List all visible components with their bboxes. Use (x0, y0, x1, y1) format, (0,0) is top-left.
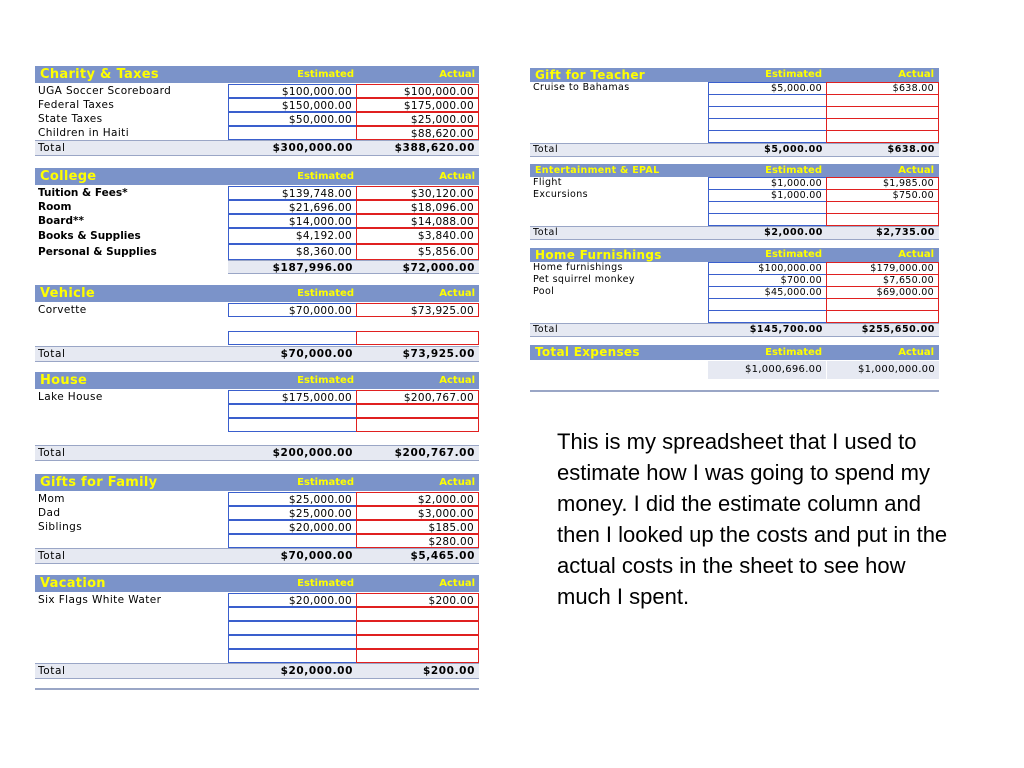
estimated-cell[interactable]: $25,000.00 (228, 492, 357, 506)
section-title: Entertainment & EPAL (535, 165, 660, 176)
vacation-header (35, 575, 479, 592)
total-label: Total (533, 227, 559, 238)
item-label: Pet squirrel monkey (533, 274, 635, 285)
actual-total: $638.00 (887, 144, 935, 155)
actual-heading: Actual (898, 165, 934, 176)
total-label: Total (38, 142, 66, 154)
entertainment-header (530, 164, 939, 177)
empty-actual-cell[interactable] (826, 130, 939, 143)
table-row (530, 189, 939, 201)
actual-cell[interactable]: $25,000.00 (356, 112, 479, 126)
estimated-total: $187,996.00 (228, 260, 357, 274)
table-row (35, 492, 479, 506)
estimated-heading: Estimated (297, 578, 354, 589)
estimated-cell[interactable]: $100,000.00 (708, 262, 827, 275)
actual-cell[interactable]: $30,120.00 (356, 186, 479, 200)
estimated-cell[interactable]: $14,000.00 (228, 214, 357, 228)
table-row (530, 118, 939, 130)
section-title: Vehicle (40, 286, 95, 301)
total-row (35, 346, 479, 362)
item-label: Books & Supplies (38, 230, 141, 242)
table-row (530, 298, 939, 310)
total-row (530, 143, 939, 157)
estimated-cell[interactable] (228, 126, 357, 140)
item-label: Children in Haiti (38, 127, 130, 139)
estimated-heading: Estimated (297, 288, 354, 299)
table-row (35, 621, 479, 635)
table-row (35, 506, 479, 520)
charity-taxes-header (35, 66, 479, 83)
empty-actual-cell[interactable] (356, 649, 479, 663)
table-row (35, 649, 479, 663)
empty-estimated-cell[interactable] (228, 649, 357, 663)
section-title: Charity & Taxes (40, 67, 159, 82)
estimated-cell[interactable]: $45,000.00 (708, 286, 827, 299)
item-label: Excursions (533, 189, 588, 200)
estimated-cell[interactable]: $20,000.00 (228, 520, 357, 534)
total-row (35, 140, 479, 156)
vehicle-table (35, 285, 479, 362)
gift-teacher-table (530, 68, 939, 157)
table-row (35, 331, 479, 345)
empty-actual-cell[interactable] (356, 418, 479, 432)
house-table (35, 372, 479, 461)
table-row (530, 177, 939, 189)
table-row (35, 200, 479, 214)
table-row (35, 593, 479, 607)
estimated-total: $200,000.00 (272, 447, 353, 459)
section-title: Gifts for Family (40, 475, 158, 490)
table-row (35, 126, 479, 140)
home-furnishings-header (530, 248, 939, 262)
gift-teacher-header (530, 68, 939, 82)
table-row (35, 112, 479, 126)
item-label: Room (38, 201, 72, 213)
table-row (35, 607, 479, 621)
actual-cell[interactable]: $7,650.00 (826, 274, 939, 287)
table-row (530, 286, 939, 298)
estimated-cell[interactable]: $8,360.00 (228, 244, 357, 260)
table-row (35, 186, 479, 200)
empty-actual-cell[interactable] (356, 331, 479, 345)
empty-actual-cell[interactable] (356, 317, 479, 331)
actual-total: $73,925.00 (402, 348, 475, 360)
estimated-heading: Estimated (765, 347, 822, 358)
left-bottom-rule (35, 688, 479, 690)
vehicle-header (35, 285, 479, 302)
estimated-cell[interactable]: $139,748.00 (228, 186, 357, 200)
actual-cell[interactable]: $14,088.00 (356, 214, 479, 228)
estimated-total: $145,700.00 (749, 324, 823, 335)
estimated-cell[interactable]: $150,000.00 (228, 98, 357, 112)
item-label: Board** (38, 215, 84, 227)
estimated-cell[interactable]: $50,000.00 (228, 112, 357, 126)
section-title: Gift for Teacher (535, 68, 645, 82)
total-label: Total (38, 348, 66, 360)
actual-total: $200,767.00 (394, 447, 475, 459)
empty-estimated-cell[interactable] (708, 130, 827, 143)
actual-total: $388,620.00 (394, 142, 475, 154)
gifts-family-table (35, 474, 479, 564)
total-row (35, 548, 479, 564)
actual-cell[interactable]: $200.00 (356, 593, 479, 607)
estimated-cell[interactable]: $21,696.00 (228, 200, 357, 214)
actual-heading: Actual (439, 171, 475, 182)
college-table (35, 168, 479, 274)
empty-actual-cell[interactable] (826, 213, 939, 226)
actual-heading: Actual (439, 288, 475, 299)
table-row (35, 534, 479, 548)
estimated-total: $5,000.00 (764, 144, 823, 155)
total-row (530, 226, 939, 240)
actual-heading: Actual (439, 375, 475, 386)
table-row (35, 390, 479, 404)
empty-estimated-cell[interactable] (228, 635, 357, 649)
right-bottom-rule (530, 390, 939, 392)
actual-total: $200.00 (422, 665, 475, 677)
actual-heading: Actual (439, 69, 475, 80)
table-row (35, 214, 479, 228)
item-label: UGA Soccer Scoreboard (38, 85, 172, 97)
item-label: Personal & Supplies (38, 246, 157, 258)
estimated-cell[interactable]: $5,000.00 (708, 82, 827, 95)
actual-cell[interactable]: $179,000.00 (826, 262, 939, 275)
estimated-total: $300,000.00 (272, 142, 353, 154)
vacation-table (35, 575, 479, 679)
estimated-heading: Estimated (765, 249, 822, 260)
table-row (35, 303, 479, 317)
actual-grand-total: $1,000,000.00 (827, 361, 939, 379)
actual-cell[interactable]: $3,000.00 (356, 506, 479, 520)
table-row (530, 94, 939, 106)
table-row (530, 82, 939, 94)
empty-estimated-cell[interactable] (228, 621, 357, 635)
actual-cell[interactable]: $100,000.00 (356, 84, 479, 98)
estimated-cell[interactable]: $175,000.00 (228, 390, 357, 404)
entertainment-table (530, 164, 939, 240)
explanation-text: This is my spreadsheet that I used to estimate how I was going to spend my money. I did the estimate column and then I looked up the costs and put in the actual costs in the sheet to see how much I spent. (557, 429, 948, 609)
actual-heading: Actual (439, 477, 475, 488)
table-row (530, 106, 939, 118)
empty-actual-cell[interactable] (356, 607, 479, 621)
table-row (35, 317, 479, 331)
table-row (35, 84, 479, 98)
table-row (35, 244, 479, 260)
total-label: Total (533, 144, 559, 155)
gifts-family-header (35, 474, 479, 491)
estimated-grand-total: $1,000,696.00 (708, 361, 827, 379)
actual-cell[interactable]: $2,000.00 (356, 492, 479, 506)
empty-estimated-cell[interactable] (228, 404, 357, 418)
empty-actual-cell[interactable] (356, 635, 479, 649)
item-label: Six Flags White Water (38, 594, 162, 606)
actual-cell[interactable]: $88,620.00 (356, 126, 479, 140)
actual-total: $2,735.00 (876, 227, 935, 238)
total-row (35, 663, 479, 679)
actual-cell[interactable]: $3,840.00 (356, 228, 479, 244)
estimated-heading: Estimated (297, 375, 354, 386)
section-title: College (40, 169, 97, 184)
item-label: Pool (533, 286, 555, 297)
item-label: Siblings (38, 521, 83, 533)
actual-cell[interactable]: $750.00 (826, 189, 939, 202)
estimated-cell[interactable]: $1,000.00 (708, 189, 827, 202)
estimated-heading: Estimated (765, 69, 822, 80)
actual-cell[interactable]: $280.00 (356, 534, 479, 548)
total-row (530, 323, 939, 337)
empty-estimated-cell[interactable] (228, 317, 357, 331)
grand-total-row (530, 361, 939, 379)
estimated-cell[interactable]: $100,000.00 (228, 84, 357, 98)
item-label: Lake House (38, 391, 103, 403)
actual-total: $72,000.00 (356, 260, 479, 274)
table-row (530, 262, 939, 274)
estimated-cell[interactable]: $70,000.00 (228, 303, 357, 317)
estimated-cell[interactable] (228, 534, 357, 548)
actual-total: $255,650.00 (861, 324, 935, 335)
item-label: Cruise to Bahamas (533, 82, 630, 93)
item-label: Dad (38, 507, 61, 519)
estimated-total: $70,000.00 (280, 348, 353, 360)
section-title: Home Furnishings (535, 248, 662, 262)
empty-estimated-cell[interactable] (228, 607, 357, 621)
actual-cell[interactable]: $1,985.00 (826, 177, 939, 190)
total-label: Total (38, 550, 66, 562)
total-label: Total (38, 447, 66, 459)
section-title: Total Expenses (535, 345, 640, 359)
estimated-cell[interactable]: $20,000.00 (228, 593, 357, 607)
actual-heading: Actual (439, 578, 475, 589)
table-row (35, 98, 479, 112)
table-row (530, 310, 939, 322)
estimated-total: $2,000.00 (764, 227, 823, 238)
section-title: House (40, 373, 88, 388)
table-row (35, 228, 479, 244)
table-row (530, 213, 939, 225)
estimated-total: $70,000.00 (280, 550, 353, 562)
table-row (35, 418, 479, 432)
estimated-heading: Estimated (297, 69, 354, 80)
actual-cell[interactable]: $73,925.00 (356, 303, 479, 317)
actual-heading: Actual (898, 249, 934, 260)
actual-heading: Actual (898, 69, 934, 80)
total-expenses-header (530, 345, 939, 360)
table-row (35, 635, 479, 649)
table-row (35, 404, 479, 418)
actual-total: $5,465.00 (410, 550, 475, 562)
total-label: Total (38, 665, 66, 677)
total-label: Total (533, 324, 559, 335)
actual-cell[interactable]: $175,000.00 (356, 98, 479, 112)
estimated-heading: Estimated (765, 165, 822, 176)
charity-taxes-table (35, 66, 479, 156)
empty-estimated-cell[interactable] (708, 310, 827, 323)
empty-estimated-cell[interactable] (228, 331, 357, 345)
actual-heading: Actual (898, 347, 934, 358)
house-header (35, 372, 479, 389)
empty-actual-cell[interactable] (356, 404, 479, 418)
estimated-heading: Estimated (297, 477, 354, 488)
actual-cell[interactable]: $638.00 (826, 82, 939, 95)
estimated-heading: Estimated (297, 171, 354, 182)
actual-cell[interactable]: $69,000.00 (826, 286, 939, 299)
actual-cell[interactable]: $185.00 (356, 520, 479, 534)
estimated-cell[interactable]: $700.00 (708, 274, 827, 287)
empty-estimated-cell[interactable] (228, 418, 357, 432)
estimated-cell[interactable]: $1,000.00 (708, 177, 827, 190)
section-title: Vacation (40, 576, 106, 591)
item-label: Home furnishings (533, 262, 623, 273)
item-label: State Taxes (38, 113, 103, 125)
table-row (530, 274, 939, 286)
total-row (35, 260, 479, 274)
table-row (35, 520, 479, 534)
table-row (530, 130, 939, 142)
item-label: Tuition & Fees* (38, 187, 128, 199)
item-label: Mom (38, 493, 65, 505)
empty-estimated-cell[interactable] (708, 213, 827, 226)
total-row (35, 445, 479, 461)
estimated-total: $20,000.00 (280, 665, 353, 677)
item-label: Corvette (38, 304, 87, 316)
item-label: Federal Taxes (38, 99, 115, 111)
home-furnishings-table (530, 248, 939, 337)
empty-actual-cell[interactable] (826, 310, 939, 323)
estimated-cell[interactable]: $4,192.00 (228, 228, 357, 244)
actual-cell[interactable]: $5,856.00 (356, 244, 479, 260)
estimated-cell[interactable]: $25,000.00 (228, 506, 357, 520)
table-row (530, 201, 939, 213)
empty-actual-cell[interactable] (356, 621, 479, 635)
college-header (35, 168, 479, 185)
total-expenses-table (530, 345, 939, 379)
item-label: Flight (533, 177, 562, 188)
actual-cell[interactable]: $200,767.00 (356, 390, 479, 404)
table-row (35, 432, 479, 446)
actual-cell[interactable]: $18,096.00 (356, 200, 479, 214)
